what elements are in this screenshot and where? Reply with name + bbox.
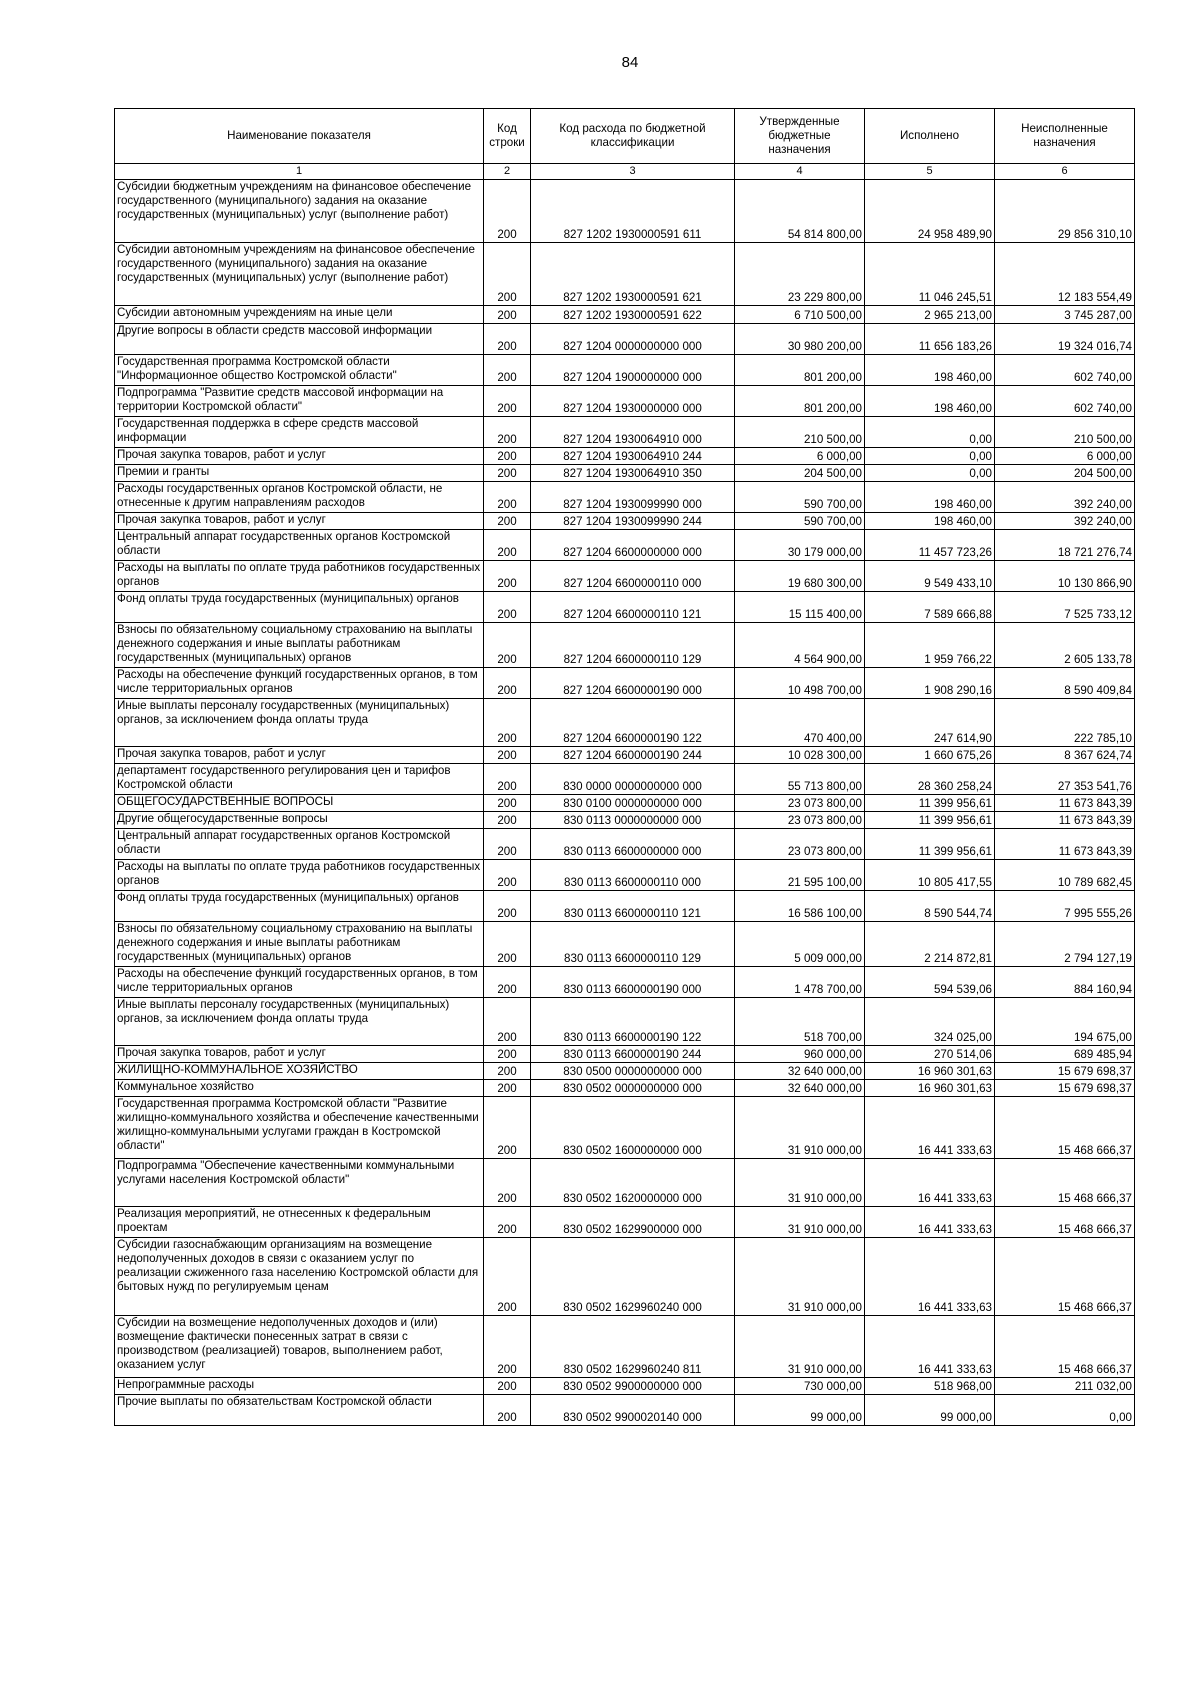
- row-name: Субсидии автономным учреждениям на иные цели: [115, 306, 484, 324]
- row-unexecuted: 602 740,00: [995, 386, 1135, 417]
- row-line-code: 200: [484, 812, 531, 829]
- row-line-code: 200: [484, 513, 531, 530]
- row-unexecuted: 19 324 016,74: [995, 324, 1135, 355]
- row-unexecuted: 2 794 127,19: [995, 922, 1135, 967]
- row-name: Государственная программа Костромской области "Развитие жилищно-коммунального хозяйства и обеспечение качественными жилищно-коммунальными услугами граждан в Костромской области": [115, 1097, 484, 1159]
- row-name: ЖИЛИЩНО-КОММУНАЛЬНОЕ ХОЗЯЙСТВО: [115, 1063, 484, 1080]
- row-unexecuted: 7 995 555,26: [995, 891, 1135, 922]
- row-executed: 8 590 544,74: [865, 891, 995, 922]
- row-executed: 1 908 290,16: [865, 668, 995, 699]
- row-approved: 99 000,00: [735, 1395, 865, 1426]
- row-kbk-code: 830 0113 6600000110 129: [531, 922, 735, 967]
- row-name: Взносы по обязательному социальному страхованию на выплаты денежного содержания и иные выплаты работникам государственных (муниципальных) органов: [115, 922, 484, 967]
- row-name: Прочая закупка товаров, работ и услуг: [115, 747, 484, 764]
- row-line-code: 200: [484, 243, 531, 306]
- row-kbk-code: 827 1204 1930099990 000: [531, 482, 735, 513]
- header-name: Наименование показателя: [115, 109, 484, 164]
- row-approved: 23 073 800,00: [735, 795, 865, 812]
- table-row: [115, 448, 1135, 465]
- row-line-code: 200: [484, 324, 531, 355]
- header-executed: Исполнено: [865, 109, 995, 164]
- row-executed: 24 958 489,90: [865, 180, 995, 243]
- table-row: [115, 417, 1135, 448]
- row-executed: 324 025,00: [865, 998, 995, 1046]
- row-name: Другие общегосударственные вопросы: [115, 812, 484, 829]
- row-executed: 0,00: [865, 417, 995, 448]
- row-unexecuted: 11 673 843,39: [995, 795, 1135, 812]
- row-approved: 204 500,00: [735, 465, 865, 482]
- row-name: Расходы на выплаты по оплате труда работников государственных органов: [115, 860, 484, 891]
- row-line-code: 200: [484, 1080, 531, 1097]
- row-kbk-code: 827 1204 6600000190 000: [531, 668, 735, 699]
- table-row: [115, 1207, 1135, 1238]
- row-executed: 11 399 956,61: [865, 829, 995, 860]
- row-line-code: 200: [484, 180, 531, 243]
- row-executed: 11 656 183,26: [865, 324, 995, 355]
- row-unexecuted: 8 590 409,84: [995, 668, 1135, 699]
- row-kbk-code: 827 1204 1900000000 000: [531, 355, 735, 386]
- row-line-code: 200: [484, 386, 531, 417]
- row-approved: 590 700,00: [735, 482, 865, 513]
- table-row: [115, 967, 1135, 998]
- row-line-code: 200: [484, 530, 531, 561]
- row-kbk-code: 830 0500 0000000000 000: [531, 1063, 735, 1080]
- row-name: Расходы на обеспечение функций государственных органов, в том числе территориальных органов: [115, 668, 484, 699]
- row-approved: 55 713 800,00: [735, 764, 865, 795]
- row-name: Прочие выплаты по обязательствам Костромской области: [115, 1395, 484, 1426]
- row-unexecuted: 15 468 666,37: [995, 1159, 1135, 1207]
- row-executed: 198 460,00: [865, 386, 995, 417]
- table-row: [115, 668, 1135, 699]
- row-line-code: 200: [484, 482, 531, 513]
- table-row: [115, 747, 1135, 764]
- table-row: [115, 812, 1135, 829]
- budget-execution-table: [114, 108, 1135, 1426]
- row-line-code: 200: [484, 1207, 531, 1238]
- row-unexecuted: 222 785,10: [995, 699, 1135, 747]
- row-approved: 15 115 400,00: [735, 592, 865, 623]
- row-approved: 54 814 800,00: [735, 180, 865, 243]
- row-kbk-code: 827 1202 1930000591 611: [531, 180, 735, 243]
- row-kbk-code: 830 0502 1620000000 000: [531, 1159, 735, 1207]
- table-row: [115, 922, 1135, 967]
- row-line-code: 200: [484, 592, 531, 623]
- table-row: [115, 561, 1135, 592]
- row-unexecuted: 210 500,00: [995, 417, 1135, 448]
- table-row: [115, 482, 1135, 513]
- row-executed: 16 441 333,63: [865, 1159, 995, 1207]
- table-row: [115, 1238, 1135, 1316]
- row-line-code: 200: [484, 465, 531, 482]
- row-kbk-code: 830 0502 1629960240 000: [531, 1238, 735, 1316]
- row-approved: 960 000,00: [735, 1046, 865, 1063]
- table-row: [115, 795, 1135, 812]
- row-approved: 10 498 700,00: [735, 668, 865, 699]
- row-name: Прочая закупка товаров, работ и услуг: [115, 448, 484, 465]
- table-header-row: [115, 109, 1135, 164]
- row-unexecuted: 15 679 698,37: [995, 1080, 1135, 1097]
- column-number: 6: [995, 164, 1135, 180]
- row-name: Фонд оплаты труда государственных (муниципальных) органов: [115, 592, 484, 623]
- row-executed: 518 968,00: [865, 1378, 995, 1395]
- row-kbk-code: 830 0502 1629960240 811: [531, 1316, 735, 1378]
- row-kbk-code: 827 1204 6600000190 244: [531, 747, 735, 764]
- table-row: [115, 998, 1135, 1046]
- row-approved: 31 910 000,00: [735, 1238, 865, 1316]
- row-unexecuted: 211 032,00: [995, 1378, 1135, 1395]
- row-line-code: 200: [484, 1097, 531, 1159]
- row-kbk-code: 830 0113 6600000190 000: [531, 967, 735, 998]
- row-approved: 19 680 300,00: [735, 561, 865, 592]
- row-approved: 31 910 000,00: [735, 1097, 865, 1159]
- row-executed: 198 460,00: [865, 513, 995, 530]
- row-name: Прочая закупка товаров, работ и услуг: [115, 1046, 484, 1063]
- table-row: [115, 1378, 1135, 1395]
- row-executed: 16 441 333,63: [865, 1207, 995, 1238]
- row-line-code: 200: [484, 1378, 531, 1395]
- row-line-code: 200: [484, 355, 531, 386]
- row-line-code: 200: [484, 1316, 531, 1378]
- row-executed: 11 399 956,61: [865, 795, 995, 812]
- row-unexecuted: 15 468 666,37: [995, 1316, 1135, 1378]
- row-unexecuted: 29 856 310,10: [995, 180, 1135, 243]
- row-line-code: 200: [484, 764, 531, 795]
- row-line-code: 200: [484, 668, 531, 699]
- row-approved: 6 000,00: [735, 448, 865, 465]
- row-name: Расходы на выплаты по оплате труда работников государственных органов: [115, 561, 484, 592]
- row-name: Подпрограмма "Обеспечение качественными коммунальными услугами населения Костромской области": [115, 1159, 484, 1207]
- row-unexecuted: 8 367 624,74: [995, 747, 1135, 764]
- row-kbk-code: 827 1204 1930064910 350: [531, 465, 735, 482]
- row-unexecuted: 194 675,00: [995, 998, 1135, 1046]
- row-name: Государственная поддержка в сфере средств массовой информации: [115, 417, 484, 448]
- row-executed: 0,00: [865, 448, 995, 465]
- row-executed: 11 046 245,51: [865, 243, 995, 306]
- row-executed: 16 441 333,63: [865, 1238, 995, 1316]
- row-name: Субсидии газоснабжающим организациям на возмещение недополученных доходов в связи с оказанием услуг по реализации сжиженного газа населению Костромской области для бытовых нужд по регулируемым ценам: [115, 1238, 484, 1316]
- row-executed: 16 441 333,63: [865, 1316, 995, 1378]
- row-kbk-code: 827 1204 1930099990 244: [531, 513, 735, 530]
- row-line-code: 200: [484, 795, 531, 812]
- row-approved: 730 000,00: [735, 1378, 865, 1395]
- row-kbk-code: 830 0113 6600000110 121: [531, 891, 735, 922]
- table-row: [115, 1316, 1135, 1378]
- row-line-code: 200: [484, 417, 531, 448]
- row-unexecuted: 15 679 698,37: [995, 1063, 1135, 1080]
- row-line-code: 200: [484, 1159, 531, 1207]
- row-approved: 21 595 100,00: [735, 860, 865, 891]
- row-approved: 31 910 000,00: [735, 1159, 865, 1207]
- row-executed: 270 514,06: [865, 1046, 995, 1063]
- row-approved: 10 028 300,00: [735, 747, 865, 764]
- table-row: [115, 1046, 1135, 1063]
- row-name: Фонд оплаты труда государственных (муниципальных) органов: [115, 891, 484, 922]
- row-unexecuted: 12 183 554,49: [995, 243, 1135, 306]
- row-kbk-code: 827 1204 6600000110 129: [531, 623, 735, 668]
- row-name: Субсидии автономным учреждениям на финансовое обеспечение государственного (муниципального) задания на оказание государственных (муниципальных) услуг (выполнение работ): [115, 243, 484, 306]
- row-executed: 16 960 301,63: [865, 1080, 995, 1097]
- row-name: Государственная программа Костромской области "Информационное общество Костромской области": [115, 355, 484, 386]
- row-approved: 801 200,00: [735, 355, 865, 386]
- table-row: [115, 764, 1135, 795]
- row-kbk-code: 827 1204 6600000110 121: [531, 592, 735, 623]
- table-row: [115, 623, 1135, 668]
- row-approved: 590 700,00: [735, 513, 865, 530]
- row-approved: 23 073 800,00: [735, 812, 865, 829]
- row-executed: 1 660 675,26: [865, 747, 995, 764]
- row-name: Иные выплаты персоналу государственных (муниципальных) органов, за исключением фонда оплаты труда: [115, 699, 484, 747]
- row-name: Субсидии на возмещение недополученных доходов и (или) возмещение фактически понесенных затрат в связи с производством (реализацией) товаров, выполнением работ, оказанием услуг: [115, 1316, 484, 1378]
- row-kbk-code: 827 1204 6600000190 122: [531, 699, 735, 747]
- row-executed: 198 460,00: [865, 482, 995, 513]
- table-row: [115, 386, 1135, 417]
- table-row: [115, 355, 1135, 386]
- row-line-code: 200: [484, 1238, 531, 1316]
- row-executed: 11 399 956,61: [865, 812, 995, 829]
- column-number: 3: [531, 164, 735, 180]
- column-number: 5: [865, 164, 995, 180]
- row-unexecuted: 689 485,94: [995, 1046, 1135, 1063]
- row-line-code: 200: [484, 860, 531, 891]
- row-approved: 31 910 000,00: [735, 1207, 865, 1238]
- column-number-row: [115, 164, 1135, 180]
- row-approved: 30 980 200,00: [735, 324, 865, 355]
- row-approved: 1 478 700,00: [735, 967, 865, 998]
- row-kbk-code: 830 0502 1629900000 000: [531, 1207, 735, 1238]
- row-line-code: 200: [484, 967, 531, 998]
- header-line-code: Код строки: [484, 109, 531, 164]
- row-name: Субсидии бюджетным учреждениям на финансовое обеспечение государственного (муниципального) задания на оказание государственных (муниципальных) услуг (выполнение работ): [115, 180, 484, 243]
- row-kbk-code: 827 1204 0000000000 000: [531, 324, 735, 355]
- row-approved: 23 229 800,00: [735, 243, 865, 306]
- row-line-code: 200: [484, 747, 531, 764]
- table-row: [115, 1097, 1135, 1159]
- row-name: Непрограммные расходы: [115, 1378, 484, 1395]
- row-executed: 247 614,90: [865, 699, 995, 747]
- row-executed: 28 360 258,24: [865, 764, 995, 795]
- table-row: [115, 243, 1135, 306]
- row-name: департамент государственного регулирования цен и тарифов Костромской области: [115, 764, 484, 795]
- row-name: Прочая закупка товаров, работ и услуг: [115, 513, 484, 530]
- row-unexecuted: 392 240,00: [995, 482, 1135, 513]
- row-approved: 518 700,00: [735, 998, 865, 1046]
- row-unexecuted: 3 745 287,00: [995, 306, 1135, 324]
- row-kbk-code: 830 0502 9900020140 000: [531, 1395, 735, 1426]
- row-approved: 16 586 100,00: [735, 891, 865, 922]
- table-row: [115, 592, 1135, 623]
- row-unexecuted: 0,00: [995, 1395, 1135, 1426]
- row-executed: 1 959 766,22: [865, 623, 995, 668]
- row-unexecuted: 204 500,00: [995, 465, 1135, 482]
- page-number: 84: [621, 54, 639, 71]
- column-number: 2: [484, 164, 531, 180]
- row-line-code: 200: [484, 891, 531, 922]
- table-body: [115, 180, 1135, 1426]
- row-unexecuted: 27 353 541,76: [995, 764, 1135, 795]
- column-number: 4: [735, 164, 865, 180]
- table-row: [115, 860, 1135, 891]
- row-kbk-code: 827 1202 1930000591 621: [531, 243, 735, 306]
- row-unexecuted: 10 130 866,90: [995, 561, 1135, 592]
- row-kbk-code: 827 1204 6600000000 000: [531, 530, 735, 561]
- row-name: Центральный аппарат государственных органов Костромской области: [115, 530, 484, 561]
- table-row: [115, 829, 1135, 860]
- row-approved: 470 400,00: [735, 699, 865, 747]
- row-executed: 0,00: [865, 465, 995, 482]
- row-unexecuted: 884 160,94: [995, 967, 1135, 998]
- row-name: Иные выплаты персоналу государственных (муниципальных) органов, за исключением фонда оплаты труда: [115, 998, 484, 1046]
- row-executed: 99 000,00: [865, 1395, 995, 1426]
- row-unexecuted: 392 240,00: [995, 513, 1135, 530]
- row-line-code: 200: [484, 1063, 531, 1080]
- row-kbk-code: 830 0113 6600000110 000: [531, 860, 735, 891]
- row-name: Расходы государственных органов Костромской области, не отнесенные к другим направлениям расходов: [115, 482, 484, 513]
- row-kbk-code: 830 0000 0000000000 000: [531, 764, 735, 795]
- row-approved: 4 564 900,00: [735, 623, 865, 668]
- row-kbk-code: 830 0113 0000000000 000: [531, 812, 735, 829]
- row-line-code: 200: [484, 1046, 531, 1063]
- row-kbk-code: 830 0113 6600000190 244: [531, 1046, 735, 1063]
- row-kbk-code: 830 0100 0000000000 000: [531, 795, 735, 812]
- table-row: [115, 530, 1135, 561]
- row-unexecuted: 15 468 666,37: [995, 1207, 1135, 1238]
- row-approved: 801 200,00: [735, 386, 865, 417]
- row-kbk-code: 830 0502 1600000000 000: [531, 1097, 735, 1159]
- row-approved: 30 179 000,00: [735, 530, 865, 561]
- table-row: [115, 306, 1135, 324]
- row-name: Премии и гранты: [115, 465, 484, 482]
- row-executed: 16 960 301,63: [865, 1063, 995, 1080]
- row-line-code: 200: [484, 561, 531, 592]
- row-approved: 32 640 000,00: [735, 1063, 865, 1080]
- row-kbk-code: 827 1204 6600000110 000: [531, 561, 735, 592]
- row-name: Взносы по обязательному социальному страхованию на выплаты денежного содержания и иные выплаты работникам государственных (муниципальных) органов: [115, 623, 484, 668]
- table-row: [115, 513, 1135, 530]
- row-line-code: 200: [484, 448, 531, 465]
- row-name: Расходы на обеспечение функций государственных органов, в том числе территориальных органов: [115, 967, 484, 998]
- row-executed: 16 441 333,63: [865, 1097, 995, 1159]
- table-row: [115, 1395, 1135, 1426]
- row-executed: 2 214 872,81: [865, 922, 995, 967]
- row-approved: 6 710 500,00: [735, 306, 865, 324]
- column-number: 1: [115, 164, 484, 180]
- row-unexecuted: 11 673 843,39: [995, 829, 1135, 860]
- row-unexecuted: 2 605 133,78: [995, 623, 1135, 668]
- row-name: ОБЩЕГОСУДАРСТВЕННЫЕ ВОПРОСЫ: [115, 795, 484, 812]
- row-kbk-code: 830 0113 6600000000 000: [531, 829, 735, 860]
- row-name: Коммунальное хозяйство: [115, 1080, 484, 1097]
- row-kbk-code: 830 0502 9900000000 000: [531, 1378, 735, 1395]
- table-row: [115, 891, 1135, 922]
- table-row: [115, 699, 1135, 747]
- row-line-code: 200: [484, 922, 531, 967]
- row-executed: 594 539,06: [865, 967, 995, 998]
- row-name: Подпрограмма "Развитие средств массовой информации на территории Костромской области": [115, 386, 484, 417]
- row-kbk-code: 827 1204 1930064910 244: [531, 448, 735, 465]
- row-line-code: 200: [484, 1395, 531, 1426]
- table-row: [115, 1159, 1135, 1207]
- row-name: Другие вопросы в области средств массовой информации: [115, 324, 484, 355]
- row-kbk-code: 827 1204 1930064910 000: [531, 417, 735, 448]
- row-unexecuted: 6 000,00: [995, 448, 1135, 465]
- row-executed: 7 589 666,88: [865, 592, 995, 623]
- row-kbk-code: 827 1202 1930000591 622: [531, 306, 735, 324]
- row-unexecuted: 10 789 682,45: [995, 860, 1135, 891]
- row-approved: 31 910 000,00: [735, 1316, 865, 1378]
- row-name: Реализация мероприятий, не отнесенных к федеральным проектам: [115, 1207, 484, 1238]
- table-row: [115, 324, 1135, 355]
- row-line-code: 200: [484, 623, 531, 668]
- row-line-code: 200: [484, 699, 531, 747]
- header-unexecuted: Неисполненные назначения: [995, 109, 1135, 164]
- row-approved: 32 640 000,00: [735, 1080, 865, 1097]
- row-kbk-code: 827 1204 1930000000 000: [531, 386, 735, 417]
- row-line-code: 200: [484, 998, 531, 1046]
- row-unexecuted: 15 468 666,37: [995, 1238, 1135, 1316]
- table-row: [115, 1063, 1135, 1080]
- row-executed: 9 549 433,10: [865, 561, 995, 592]
- row-line-code: 200: [484, 306, 531, 324]
- row-unexecuted: 7 525 733,12: [995, 592, 1135, 623]
- table-row: [115, 1080, 1135, 1097]
- row-executed: 2 965 213,00: [865, 306, 995, 324]
- table-row: [115, 180, 1135, 243]
- row-kbk-code: 830 0113 6600000190 122: [531, 998, 735, 1046]
- row-kbk-code: 830 0502 0000000000 000: [531, 1080, 735, 1097]
- row-approved: 23 073 800,00: [735, 829, 865, 860]
- row-executed: 11 457 723,26: [865, 530, 995, 561]
- header-kbk: Код расхода по бюджетной классификации: [531, 109, 735, 164]
- row-approved: 5 009 000,00: [735, 922, 865, 967]
- row-line-code: 200: [484, 829, 531, 860]
- row-executed: 10 805 417,55: [865, 860, 995, 891]
- row-unexecuted: 18 721 276,74: [995, 530, 1135, 561]
- table-row: [115, 465, 1135, 482]
- row-unexecuted: 15 468 666,37: [995, 1097, 1135, 1159]
- row-unexecuted: 602 740,00: [995, 355, 1135, 386]
- header-approved: Утвержденные бюджетные назначения: [735, 109, 865, 164]
- row-approved: 210 500,00: [735, 417, 865, 448]
- row-unexecuted: 11 673 843,39: [995, 812, 1135, 829]
- row-executed: 198 460,00: [865, 355, 995, 386]
- row-name: Центральный аппарат государственных органов Костромской области: [115, 829, 484, 860]
